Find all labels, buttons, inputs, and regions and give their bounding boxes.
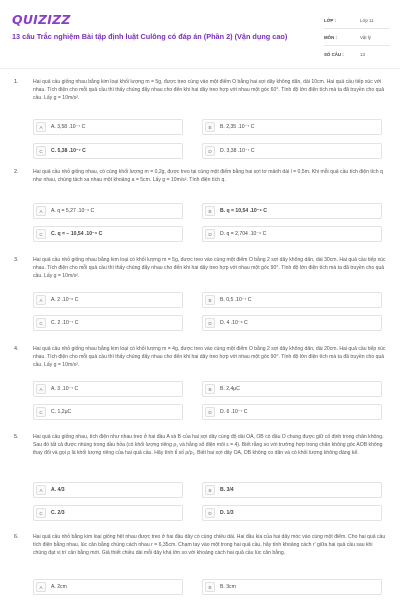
option-letter: B <box>205 582 215 592</box>
meta-row-class <box>324 12 390 29</box>
option-letter: A <box>36 122 46 132</box>
option-b[interactable] <box>202 381 382 397</box>
option-letter: B <box>205 295 215 305</box>
question-number: 1. <box>14 79 19 85</box>
option-text: B. q = 10,54 .10⁻⁹ C <box>220 208 267 214</box>
option-letter: D <box>205 508 215 518</box>
option-text: D. 4 .10⁻⁶ C <box>220 320 248 326</box>
option-letter: B <box>205 206 215 216</box>
option-c[interactable] <box>33 315 183 331</box>
question-number: 6. <box>14 534 19 540</box>
option-text: A. 2cm <box>51 584 67 590</box>
option-text: A. 4/3 <box>51 487 65 493</box>
meta-label: MÔN : <box>324 34 337 40</box>
option-text: B. 2,35 .10⁻⁷ C <box>220 124 255 130</box>
option-d[interactable] <box>202 226 382 242</box>
option-letter: C <box>36 318 46 328</box>
option-text: B. 0,5 .10⁻⁷ C <box>220 297 252 303</box>
document-title: 13 câu Trắc nghiệm Bài tập định luật Culông có đáp án (Phần 2) (Vận dụng cao) <box>12 32 288 41</box>
option-text: C. 1,2μC <box>51 409 72 415</box>
option-b[interactable] <box>202 482 382 498</box>
option-letter: B <box>205 485 215 495</box>
meta-label: LỚP : <box>324 17 336 23</box>
meta-value: Lớp 11 <box>360 17 374 23</box>
question-number: 5. <box>14 434 19 440</box>
option-d[interactable] <box>202 143 382 159</box>
option-text: D. q = 2,704 .10⁻⁹ C <box>220 231 267 237</box>
option-text: B. 2,4μC <box>220 386 240 392</box>
option-letter: B <box>205 122 215 132</box>
option-d[interactable] <box>202 505 382 521</box>
option-letter: D <box>205 407 215 417</box>
option-c[interactable] <box>33 505 183 521</box>
option-text: C. 2/3 <box>51 510 65 516</box>
question-text: Hai quả cầu nhỏ giống nhau bằng kim loại có khối lượng m = 5g, được treo vào cùng một điểm O bằng 2 sợi dây không dãn, dài 30cm. Hai quả cầu tiếp xúc nhau. Tích điện cho mỗi quả cầu thì thấy chúng đẩy nhau cho đến khi hai dây treo hợp với nhau một góc 90°. Tính độ lớn điện tích mà ta đã truyền cho quả cầu. Lấy g = 10m/s². <box>33 257 386 279</box>
quizizz-logo: QUIZIZZ <box>12 12 71 27</box>
option-letter: C <box>36 229 46 239</box>
option-letter: A <box>36 582 46 592</box>
option-a[interactable] <box>33 203 183 219</box>
option-text: C. q = − 10,54 .10⁻⁹ C <box>51 231 103 237</box>
question-text: Hai quả cầu nhỏ giống nhau bằng kim loại có khối lượng m = 4g, được treo vào cùng một điểm O bằng 2 sợi dây không dãn, dài 20cm. Hai quả cầu tiếp xúc nhau. Tích điện cho mỗi quả cầu thì thấy chúng đẩy nhau cho đến khi hai dây treo hợp với nhau một góc 90°. Tính độ lớn điện tích mà ta đã truyền cho quả cầu. Lấy g = 10m/s². <box>33 346 386 368</box>
option-letter: D <box>205 318 215 328</box>
question-text: Hai quả cầu giống nhau, tích điện như nhau treo ở hai đầu A và B của hai sợi dây cùng độ dài OA, OB có đầu O chung được giữ cố định trong chân không. Sau đó tất cả được nhúng trong dầu hỏa (có khối lượng riêng ρ₁ và hằng số điện môi ε = 4). Biết rằng so với trường hợp trong chân không góc AOB không thay đổi và gọi ρ là khối lượng riêng của hai quả cầu. Hãy tính tỉ số ρ/ρ₁. Biết hai sợi dây OA, OB không co dãn và có khối lượng không đáng kể. <box>33 434 384 456</box>
option-text: A. 2 .10⁻⁶ C <box>51 297 79 303</box>
option-text: D. 6 .10⁻⁷ C <box>220 409 248 415</box>
meta-row-subject <box>324 29 390 46</box>
worksheet-header <box>0 0 400 66</box>
meta-label: SỐ CÂU : <box>324 52 344 57</box>
option-c[interactable] <box>33 226 183 242</box>
option-text: B. 3/4 <box>220 487 234 493</box>
option-text: D. 3,38 .10⁻⁷ C <box>220 148 255 154</box>
option-b[interactable] <box>202 292 382 308</box>
option-a[interactable] <box>33 292 183 308</box>
option-letter: A <box>36 485 46 495</box>
question-number: 2. <box>14 169 19 175</box>
option-a[interactable] <box>33 381 183 397</box>
header-divider <box>0 68 400 69</box>
option-letter: A <box>36 206 46 216</box>
option-letter: C <box>36 407 46 417</box>
option-text: B. 3cm <box>220 584 236 590</box>
question-text: Hai quả cầu giống nhau bằng kim loại khối lượng m = 5g, được treo cùng vào một điểm O bằng hai sợi dây không dãn, dài 10cm. Hai quả cầu tiếp xúc với nhau. Tích điện cho mỗi quả cầu thì thấy chúng đẩy nhau cho đến khi hai dây treo hợp với nhau một góc 60°. Tính độ lớn điện tích mà ta đã truyền cho quả cầu. Lấy g = 10m/s². <box>33 79 385 101</box>
option-b[interactable] <box>202 579 382 595</box>
option-b[interactable] <box>202 203 382 219</box>
meta-value: 13 <box>360 52 365 57</box>
option-text: A. 3,58 .10⁻⁷ C <box>51 124 86 130</box>
option-letter: C <box>36 146 46 156</box>
option-a[interactable] <box>33 119 183 135</box>
question-number: 4. <box>14 346 19 352</box>
option-b[interactable] <box>202 119 382 135</box>
option-letter: A <box>36 295 46 305</box>
option-letter: A <box>36 384 46 394</box>
option-text: A. 3 .10⁻⁷ C <box>51 386 79 392</box>
question-number: 3. <box>14 257 19 263</box>
question-text: Hai quả cầu nhỏ giống nhau, có cùng khối lượng m = 0,2g, được treo tại cùng một điểm bằng hai sợi tơ mảnh dài l = 0,5m. Khi mỗi quả cầu tích điện tích q như nhau, chúng tách xa nhau một khoảng a = 5cm. Lấy g = 10m/s². Tính điện tích q. <box>33 169 383 183</box>
option-a[interactable] <box>33 579 183 595</box>
option-letter: D <box>205 146 215 156</box>
option-letter: B <box>205 384 215 394</box>
question-text: Hai quả cầu nhỏ bằng kim loại giống hệt nhau được treo ở hai đầu dây có cùng chiều dài. Hai đầu kia của hai dây móc vào cùng một điểm. Cho hai quả cầu tích điện bằng nhau, lúc cân bằng chúng cách nhau r = 6,35cm. Chạm tay vào một trong hai quả cầu, hãy tính khoảng cách r' giữa hai quả cầu sau khi chúng đạt vị trí cân bằng mới. Giả thiết chiều dài mỗi dây khá lớn so với khoảng cách hai quả cầu lúc cân bằng. <box>33 534 386 556</box>
option-text: D. 1/3 <box>220 510 234 516</box>
option-text: A. q = 5,27 .10⁻⁹ C <box>51 208 95 214</box>
option-c[interactable] <box>33 143 183 159</box>
option-a[interactable] <box>33 482 183 498</box>
option-letter: D <box>205 229 215 239</box>
option-d[interactable] <box>202 404 382 420</box>
meta-row-count <box>324 46 390 63</box>
option-text: C. 2 .10⁻⁷ C <box>51 320 79 326</box>
option-c[interactable] <box>33 404 183 420</box>
metadata-panel <box>324 12 390 63</box>
option-text: C. 5,38 .10⁻⁷ C <box>51 148 86 154</box>
option-letter: C <box>36 508 46 518</box>
option-d[interactable] <box>202 315 382 331</box>
meta-value: Vật lý <box>360 34 371 40</box>
